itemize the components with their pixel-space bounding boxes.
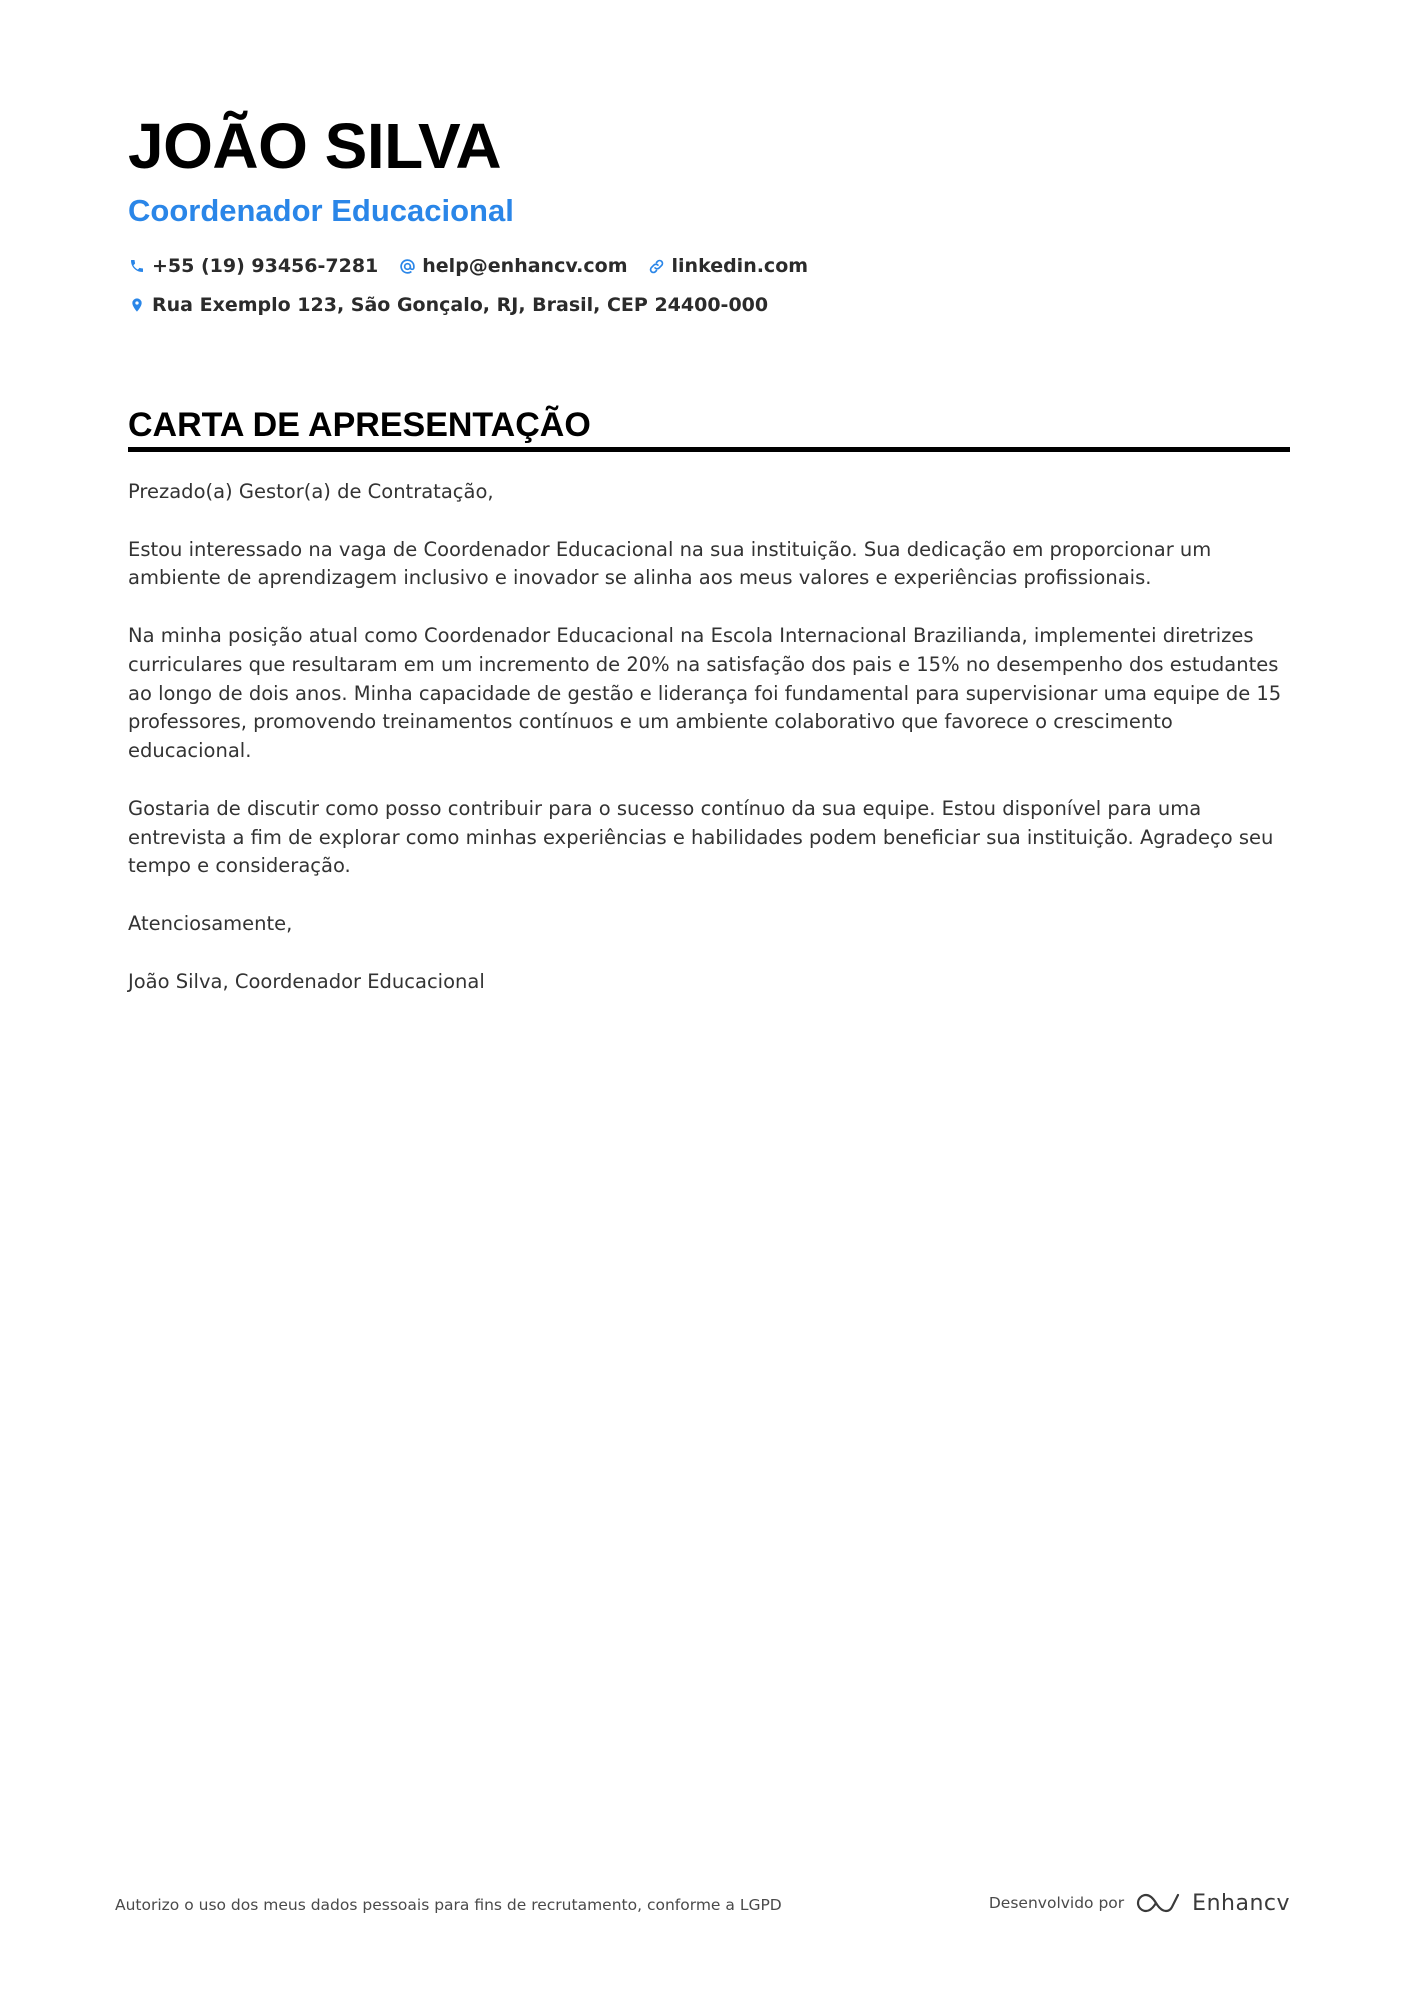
letter-greeting: Prezado(a) Gestor(a) de Contratação, <box>128 480 494 503</box>
letter-paragraph: Gostaria de discutir como posso contribuir para o sucesso contínuo da sua equipe. Estou disponível para uma entrevista a fim de explorar como minhas experiências e habilidades podem beneficiar sua instituição. Agradeço seu tempo e consideração. <box>128 796 1274 878</box>
email-text[interactable]: help@enhancv.com <box>422 255 628 277</box>
candidate-role: Coordenador Educacional <box>128 193 514 228</box>
phone-icon <box>128 257 146 275</box>
address-text: Rua Exemplo 123, São Gonçalo, RJ, Brasil, CEP 24400-000 <box>152 294 769 316</box>
contact-email[interactable] <box>398 255 627 277</box>
cover-letter-section <box>128 405 1290 1025</box>
powered-by-label: Desenvolvido por <box>988 1894 1125 1912</box>
map-pin-icon <box>128 296 146 314</box>
brand-name: Enhancv <box>1192 1890 1290 1916</box>
link-icon <box>648 257 666 275</box>
letter-paragraph: Na minha posição atual como Coordenador Educacional na Escola Internacional Brazilianda, implementei diretrizes curriculares que resultaram em um incremento de 20% na satisfação dos pais e 15% no desempenho dos estudantes ao longo de dois anos. Minha capacidade de gestão e liderança foi fundamental para supervisionar uma equipe de 15 professores, promovendo treinamentos contínuos e um ambiente colaborativo que favorece o crescimento educacional. <box>128 623 1282 763</box>
header <box>128 110 1290 319</box>
letter-body <box>128 478 1290 996</box>
phone-text: +55 (19) 93456-7281 <box>152 255 379 277</box>
link-text[interactable]: linkedin.com <box>671 255 809 277</box>
contact-row-address <box>128 291 1290 319</box>
contact-phone <box>128 255 378 277</box>
enhancv-logo-icon <box>1136 1890 1182 1916</box>
at-icon <box>398 257 416 275</box>
letter-closing: Atenciosamente, <box>128 911 293 935</box>
letter-paragraph: Estou interessado na vaga de Coordenador Educacional na sua instituição. Sua dedicação em proporcionar um ambiente de aprendizagem inclusivo e inovador se alinha aos meus valores e experiências profissionais. <box>128 537 1212 590</box>
letter-signature: João Silva, Coordenador Educacional <box>128 969 485 993</box>
contact-link[interactable] <box>648 255 809 277</box>
footer-consent: Autorizo o uso dos meus dados pessoais para fins de recrutamento, conforme a LGPD <box>115 1896 782 1914</box>
contact-row-primary <box>128 252 1290 280</box>
contact-address <box>128 294 768 316</box>
footer-branding[interactable] <box>989 1890 1290 1916</box>
candidate-name: JOÃO SILVA <box>128 110 502 182</box>
section-title: CARTA DE APRESENTAÇÃO <box>128 406 591 444</box>
section-divider <box>128 447 1290 452</box>
